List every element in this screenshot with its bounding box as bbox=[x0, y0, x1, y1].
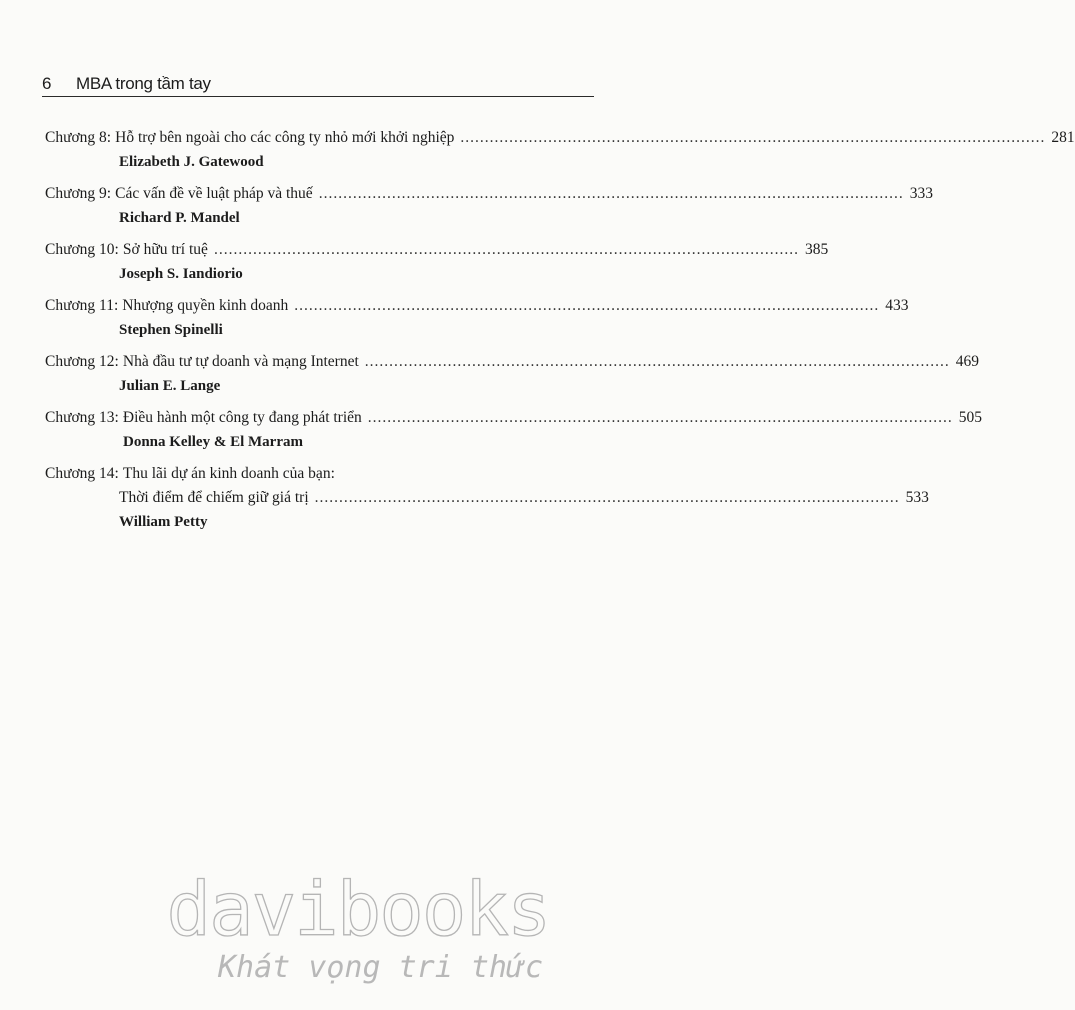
chapter-title: Hỗ trợ bên ngoài cho các công ty nhỏ mới khởi nghiệp bbox=[115, 129, 455, 146]
toc-entry-chapter-8 bbox=[45, 126, 1075, 182]
chapter-page: 533 bbox=[905, 489, 929, 506]
chapter-page: 281 bbox=[1051, 129, 1075, 146]
publisher-watermark bbox=[148, 867, 568, 986]
chapter-title: Sở hữu trí tuệ bbox=[122, 241, 208, 258]
page-number: 6 bbox=[42, 74, 52, 93]
chapter-author: William Petty bbox=[119, 514, 208, 530]
book-title: MBA trong tầm tay bbox=[76, 74, 211, 93]
chapter-title: Nhà đầu tư tự doanh và mạng Internet bbox=[122, 353, 359, 370]
watermark-tagline: Khát vọng tri thức bbox=[218, 950, 544, 985]
chapter-subtitle: Thời điểm để chiếm giữ giá trị bbox=[119, 489, 309, 506]
chapter-author: Elizabeth J. Gatewood bbox=[119, 154, 264, 170]
chapter-label: Chương 9: bbox=[45, 185, 112, 202]
toc-entry-chapter-11 bbox=[45, 294, 909, 350]
chapter-author: Stephen Spinelli bbox=[119, 322, 223, 338]
dot-leader: ........................................................................................................................ bbox=[213, 241, 799, 258]
chapter-label: Chương 12: bbox=[45, 353, 119, 370]
toc-entry-chapter-10 bbox=[45, 238, 829, 294]
dot-leader: ........................................................................................................................ bbox=[460, 129, 1046, 146]
chapter-page: 469 bbox=[955, 353, 980, 370]
watermark-brand: davibooks bbox=[166, 867, 550, 953]
dot-leader: ........................................................................................................................ bbox=[314, 489, 900, 506]
toc-entry-chapter-14 bbox=[45, 462, 929, 542]
table-of-contents bbox=[45, 126, 1075, 542]
chapter-title: Điều hành một công ty đang phát triển bbox=[122, 409, 362, 426]
chapter-page: 433 bbox=[885, 297, 909, 314]
chapter-label: Chương 13: bbox=[45, 409, 119, 426]
toc-entry-chapter-13 bbox=[45, 406, 983, 462]
chapter-author: Donna Kelley & El Marram bbox=[123, 434, 303, 450]
toc-entry-chapter-9 bbox=[45, 182, 933, 238]
chapter-author: Richard P. Mandel bbox=[119, 210, 240, 226]
toc-entry-chapter-12 bbox=[45, 350, 980, 406]
chapter-title: Thu lãi dự án kinh doanh của bạn: bbox=[122, 465, 335, 482]
chapter-label: Chương 10: bbox=[45, 241, 119, 258]
chapter-label: Chương 11: bbox=[45, 297, 119, 314]
dot-leader: ........................................................................................................................ bbox=[367, 409, 953, 426]
chapter-author: Julian E. Lange bbox=[119, 378, 221, 394]
chapter-author: Joseph S. Iandiorio bbox=[119, 266, 243, 282]
chapter-page: 333 bbox=[909, 185, 933, 202]
dot-leader: ........................................................................................................................ bbox=[364, 353, 950, 370]
chapter-page: 385 bbox=[804, 241, 829, 258]
chapter-title: Các vấn đề về luật pháp và thuế bbox=[115, 185, 313, 202]
running-header bbox=[42, 74, 594, 97]
chapter-label: Chương 14: bbox=[45, 465, 119, 482]
dot-leader: ........................................................................................................................ bbox=[318, 185, 904, 202]
chapter-page: 505 bbox=[958, 409, 983, 426]
chapter-title: Nhượng quyền kinh doanh bbox=[122, 297, 289, 314]
dot-leader: ........................................................................................................................ bbox=[294, 297, 880, 314]
chapter-label: Chương 8: bbox=[45, 129, 112, 146]
